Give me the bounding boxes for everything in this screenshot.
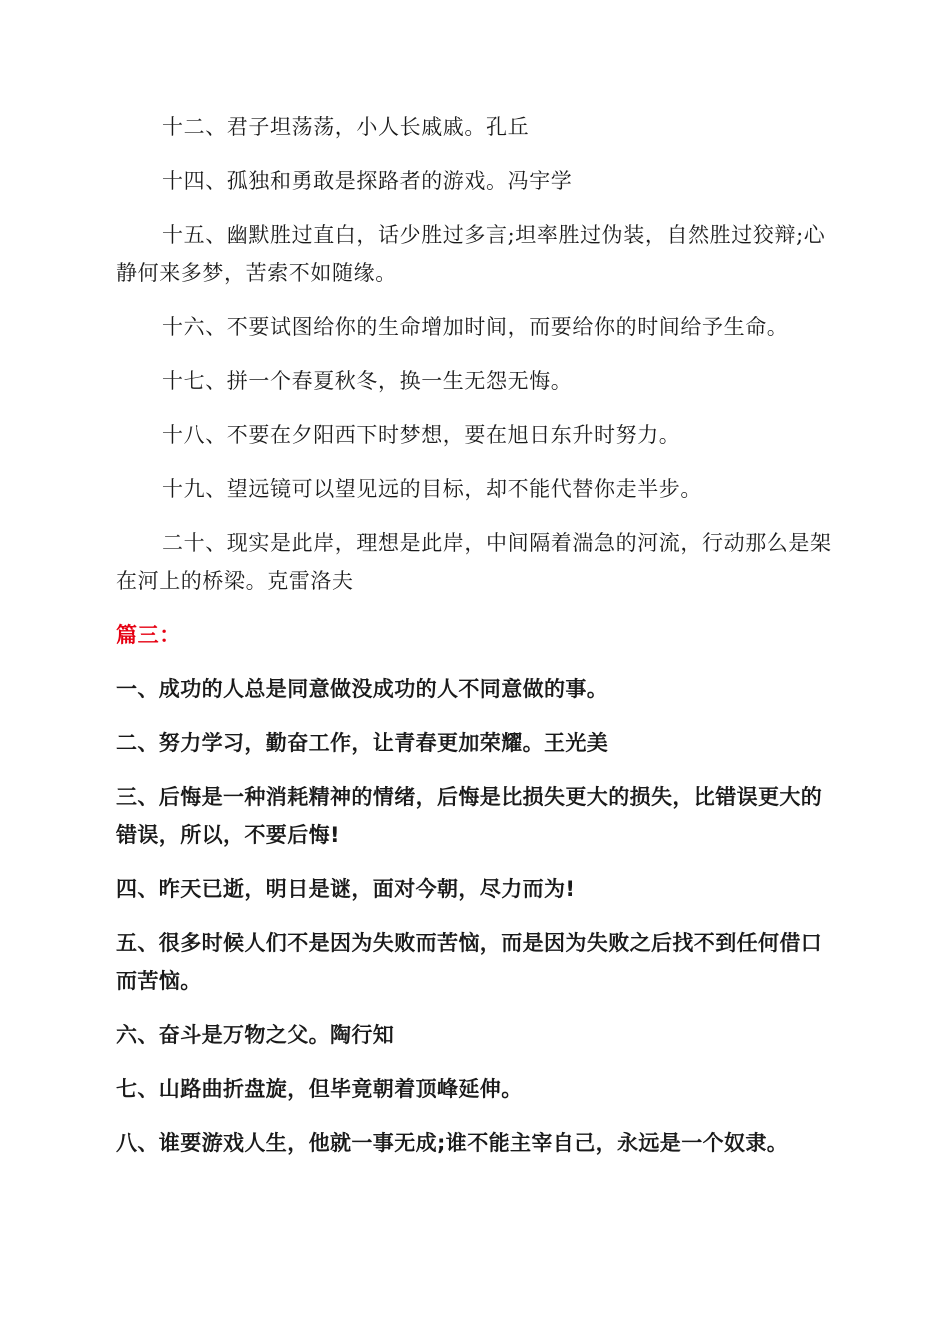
quote-16: 十六、不要试图给你的生命增加时间，而要给你的时间给予生命。 xyxy=(162,315,789,339)
quote-12: 十二、君子坦荡荡，小人长戚戚。孔丘 xyxy=(162,115,530,139)
quote-14: 十四、孤独和勇敢是探路者的游戏。冯宇学 xyxy=(162,169,573,193)
section-three-quote-5: 五、很多时候人们不是因为失败而苦恼，而是因为失败之后找不到任何借口而苦恼。 xyxy=(116,931,823,993)
document-body xyxy=(116,108,834,1178)
section-three-quote-1: 一、成功的人总是同意做没成功的人不同意做的事。 xyxy=(116,677,609,701)
section-three-quote-6: 六、奋斗是万物之父。陶行知 xyxy=(116,1023,395,1047)
section-three-quote-4: 四、昨天已逝，明日是谜，面对今朝，尽力而为! xyxy=(116,877,576,901)
section-three-quote-2: 二、努力学习，勤奋工作，让青春更加荣耀。王光美 xyxy=(116,731,609,755)
quote-20: 二十、现实是此岸，理想是此岸，中间隔着湍急的河流，行动那么是架在河上的桥梁。克雷洛夫 xyxy=(116,531,832,593)
section-three-quote-3: 三、后悔是一种消耗精神的情绪，后悔是比损失更大的损失，比错误更大的错误，所以，不要后悔! xyxy=(116,785,823,847)
section-three-heading: 篇三： xyxy=(116,623,181,647)
quote-17: 十七、拼一个春夏秋冬，换一生无怨无悔。 xyxy=(162,369,573,393)
quote-18: 十八、不要在夕阳西下时梦想，要在旭日东升时努力。 xyxy=(162,423,681,447)
section-three-quote-7: 七、山路曲折盘旋，但毕竟朝着顶峰延伸。 xyxy=(116,1077,523,1101)
quote-15: 十五、幽默胜过直白，话少胜过多言;坦率胜过伪装，自然胜过狡辩;心静何来多梦，苦索不如随缘。 xyxy=(116,223,826,285)
section-three-quote-8: 八、谁要游戏人生，他就一事无成;谁不能主宰自己，永远是一个奴隶。 xyxy=(116,1131,789,1155)
quote-19: 十九、望远镜可以望见远的目标，却不能代替你走半步。 xyxy=(162,477,702,501)
